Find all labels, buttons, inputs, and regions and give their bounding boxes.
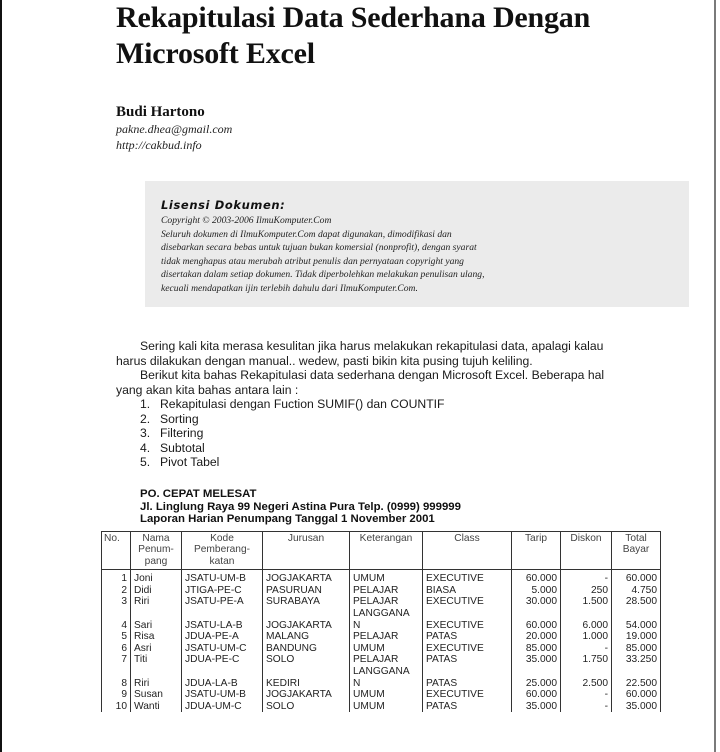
- col-header-no: No.: [102, 532, 131, 570]
- cell-total: 4.750: [612, 585, 661, 597]
- cell-class: EXECUTIVE: [423, 608, 512, 631]
- cell-keterangan: PELAJAR: [350, 654, 423, 666]
- cell-tarip: 60.000: [512, 608, 561, 631]
- topic-label: Pivot Tabel: [160, 455, 220, 469]
- topic-list: [116, 397, 712, 470]
- cell-nama: Wanti: [131, 701, 182, 713]
- cell-nama: Risa: [131, 631, 182, 643]
- table-row: [102, 608, 661, 631]
- cell-jurusan: KEDIRI: [263, 666, 350, 689]
- cell-keterangan: PELAJAR: [350, 596, 423, 608]
- cell-class: PATAS: [423, 654, 512, 666]
- cell-tarip: 35.000: [512, 654, 561, 666]
- cell-total: 60.000: [612, 689, 661, 701]
- cell-class: EXECUTIVE: [423, 643, 512, 655]
- cell-class: PATAS: [423, 701, 512, 713]
- cell-total: 28.500: [612, 596, 661, 608]
- license-line: Seluruh dokumen di IlmuKomputer.Com dapat digunakan, dimodifikasi dan: [161, 228, 452, 240]
- topic-label: Subtotal: [160, 440, 205, 455]
- col-header-tarip: Tarip: [512, 532, 561, 570]
- cell-kode: JDUA-PE-A: [182, 631, 263, 643]
- cell-nama: Riri: [131, 666, 182, 689]
- company-address: Jl. Linglung Raya 99 Negeri Astina Pura Telp. (0999) 999999: [140, 500, 461, 513]
- cell-total: 22.500: [612, 666, 661, 689]
- cell-no: 7: [102, 654, 131, 666]
- col-header-diskon: Diskon: [561, 532, 612, 570]
- cell-diskon: -: [561, 689, 612, 701]
- author-website[interactable]: http://cakbud.info: [116, 138, 202, 152]
- cell-keterangan: UMUM: [350, 570, 423, 585]
- topic-label: Rekapitulasi dengan Fuction SUMIF() dan COUNTIF: [160, 397, 445, 411]
- topic-number: 4.: [140, 440, 151, 455]
- document-title: Rekapitulasi Data Sederhana Dengan Microsoft Excel: [116, 1, 591, 70]
- passenger-report-table: [101, 531, 661, 712]
- col-header-class: Class: [423, 532, 512, 570]
- cell-class: BIASA: [423, 585, 512, 597]
- paragraph-1-line-1: Sering kali kita merasa kesulitan jika harus melakukan rekapitulasi data, apalagi kalau: [140, 339, 604, 353]
- cell-total: 85.000: [612, 643, 661, 655]
- col-header-total-bayar: Total Bayar: [612, 532, 661, 570]
- table-row: [102, 631, 661, 643]
- cell-total: 33.250: [612, 654, 661, 666]
- cell-diskon: -: [561, 643, 612, 655]
- page-left-border: [0, 0, 2, 752]
- cell-kode: JDUA-LA-B: [182, 666, 263, 689]
- license-heading: Lisensi Dokumen:: [161, 198, 286, 212]
- license-line: tidak menghapus atau merubah atribut penulis dan pernyataan copyright yang: [161, 255, 464, 267]
- cell-no: 4: [102, 608, 131, 631]
- cell-kode: JDUA-PE-C: [182, 654, 263, 666]
- table-row: [102, 643, 661, 655]
- cell-no: 9: [102, 689, 131, 701]
- cell-diskon: 250: [561, 585, 612, 597]
- page-right-margin: [716, 0, 720, 752]
- cell-tarip: 25.000: [512, 666, 561, 689]
- report-header: [140, 488, 461, 526]
- cell-jurusan: SURABAYA: [263, 596, 350, 608]
- license-line: kecuali mendapatkan ijin terlebih dahulu dari IlmuKomputer.Com.: [161, 282, 418, 294]
- cell-diskon: 1.750: [561, 654, 612, 666]
- topic-number: 3.: [140, 426, 151, 440]
- topic-item: [116, 441, 712, 456]
- cell-tarip: 35.000: [512, 701, 561, 713]
- license-line: disebarkan secara bebas untuk tujuan bukan komersial (nonprofit), dengan syarat: [161, 242, 477, 254]
- cell-keterangan: UMUM: [350, 643, 423, 655]
- cell-nama: Susan: [131, 689, 182, 701]
- cell-jurusan: JOGJAKARTA: [263, 570, 350, 585]
- table-header-row: [102, 532, 661, 570]
- table-row: [102, 596, 661, 608]
- col-header-kode: Kode Pemberang- katan: [182, 532, 263, 570]
- cell-diskon: 2.500: [561, 666, 612, 689]
- topic-item: [116, 412, 712, 427]
- cell-class: PATAS: [423, 631, 512, 643]
- cell-no: 2: [102, 585, 131, 597]
- intro-section: [116, 339, 712, 470]
- cell-no: 10: [102, 701, 131, 713]
- cell-total: 60.000: [612, 570, 661, 585]
- col-header-nama: Nama Penum- pang: [131, 532, 182, 570]
- cell-diskon: 1.000: [561, 631, 612, 643]
- cell-jurusan: MALANG: [263, 631, 350, 643]
- cell-diskon: 1.500: [561, 596, 612, 608]
- cell-keterangan: LANGGANA N: [350, 608, 423, 631]
- cell-keterangan: UMUM: [350, 689, 423, 701]
- cell-tarip: 5.000: [512, 585, 561, 597]
- cell-no: 8: [102, 666, 131, 689]
- cell-diskon: -: [561, 701, 612, 713]
- cell-kode: JTIGA-PE-C: [182, 585, 263, 597]
- cell-no: 6: [102, 643, 131, 655]
- cell-class: EXECUTIVE: [423, 596, 512, 608]
- paragraph-1-line-2: harus dilakukan dengan manual.. wedew, pasti bikin kita pusing tujuh keliling.: [116, 353, 533, 368]
- topic-number: 2.: [140, 411, 151, 426]
- license-text: [161, 214, 681, 296]
- topic-label: Sorting: [160, 411, 199, 426]
- cell-kode: JSATU-UM-C: [182, 643, 263, 655]
- cell-nama: Titi: [131, 654, 182, 666]
- cell-jurusan: BANDUNG: [263, 643, 350, 655]
- cell-no: 5: [102, 631, 131, 643]
- cell-class: PATAS: [423, 666, 512, 689]
- author-email[interactable]: pakne.dhea@gmail.com: [116, 122, 233, 136]
- cell-kode: JSATU-UM-B: [182, 689, 263, 701]
- cell-jurusan: JOGJAKARTA: [263, 608, 350, 631]
- cell-tarip: 20.000: [512, 631, 561, 643]
- license-line: Copyright © 2003-2006 IlmuKomputer.Com: [161, 215, 332, 226]
- cell-total: 35.000: [612, 701, 661, 713]
- cell-nama: Riri: [131, 596, 182, 608]
- topic-item: [116, 397, 712, 412]
- table-row: [102, 666, 661, 689]
- cell-keterangan: PELAJAR: [350, 585, 423, 597]
- topic-label: Filtering: [160, 426, 204, 440]
- cell-kode: JSATU-PE-A: [182, 596, 263, 608]
- report-title: Laporan Harian Penumpang Tanggal 1 November 2001: [140, 513, 435, 526]
- cell-keterangan: PELAJAR: [350, 631, 423, 643]
- table-row: [102, 689, 661, 701]
- cell-keterangan: LANGGANA N: [350, 666, 423, 689]
- author-name: Budi Hartono: [116, 104, 205, 120]
- cell-nama: Sari: [131, 608, 182, 631]
- cell-diskon: -: [561, 570, 612, 585]
- table-row: [102, 654, 661, 666]
- cell-total: 54.000: [612, 608, 661, 631]
- table-row: [102, 701, 661, 713]
- topic-number: 5.: [140, 455, 151, 469]
- paragraph-2-line-1: Berikut kita bahas Rekapitulasi data sederhana dengan Microsoft Excel. Beberapa hal: [140, 368, 605, 382]
- cell-tarip: 60.000: [512, 689, 561, 701]
- cell-jurusan: JOGJAKARTA: [263, 689, 350, 701]
- cell-keterangan: UMUM: [350, 701, 423, 713]
- table-row: [102, 585, 661, 597]
- topic-item: [116, 455, 712, 470]
- company-name: PO. CEPAT MELESAT: [140, 488, 257, 500]
- col-header-keterangan: Keterangan: [350, 532, 423, 570]
- cell-no: 1: [102, 570, 131, 585]
- license-line: disertakan dalam setiap dokumen. Tidak diperbolehkan melakukan penulisan ulang,: [161, 269, 485, 281]
- col-header-jurusan: Jurusan: [263, 532, 350, 570]
- cell-tarip: 85.000: [512, 643, 561, 655]
- cell-nama: Asri: [131, 643, 182, 655]
- cell-total: 19.000: [612, 631, 661, 643]
- paragraph-2-line-2: yang akan kita bahas antara lain :: [116, 382, 299, 397]
- cell-kode: JSATU-UM-B: [182, 570, 263, 585]
- cell-jurusan: SOLO: [263, 701, 350, 713]
- table-row: [102, 570, 661, 585]
- cell-jurusan: SOLO: [263, 654, 350, 666]
- topic-item: [116, 426, 712, 441]
- cell-nama: Joni: [131, 570, 182, 585]
- cell-class: EXECUTIVE: [423, 570, 512, 585]
- license-box: [145, 181, 689, 307]
- cell-diskon: 6.000: [561, 608, 612, 631]
- cell-class: EXECUTIVE: [423, 689, 512, 701]
- cell-tarip: 60.000: [512, 570, 561, 585]
- cell-tarip: 30.000: [512, 596, 561, 608]
- topic-number: 1.: [140, 397, 151, 411]
- cell-jurusan: PASURUAN: [263, 585, 350, 597]
- cell-nama: Didi: [131, 585, 182, 597]
- cell-no: 3: [102, 596, 131, 608]
- cell-kode: JDUA-UM-C: [182, 701, 263, 713]
- cell-kode: JSATU-LA-B: [182, 608, 263, 631]
